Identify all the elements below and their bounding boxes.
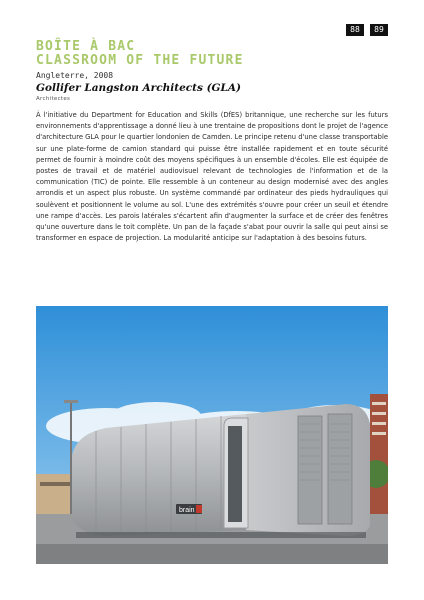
title-line-2: CLASSROOM OF THE FUTURE [36,53,244,68]
architect-role: Architectes [36,96,71,102]
page-numbers [346,24,388,36]
page-number-left: 88 [346,24,364,36]
architect-name: Gollifer Langston Architects (GLA) [36,82,242,94]
classroom-pod-illustration [36,306,388,564]
pod-sign-text: brain [179,507,195,514]
article-header [36,40,388,102]
title-line-1: BOÎTE À BAC [36,39,136,54]
pavement [36,544,388,564]
project-photo [36,306,388,564]
location-year: Angleterre, 2008 [36,71,114,80]
page-number-right: 89 [370,24,388,36]
body-paragraph: À l'initiative du Department for Education and Skills (DfES) britannique, une recherche sur les futurs environnements d'apprentissage a donné lieu à une trentaine de propositions dont le projet de l'agence d'architecture GLA pour le quartier londonien de Camden. Le principe retenu d'une classe transportable sur une plate-forme de camion standard qui puisse être installée rapidement et en toute sécurité permet de fournir à moindre coût des moyens spécifiques à un ensemble d'écoles. Elle est équipée de postes de travail et de matériel audiovisuel relevant de technologies de l'information et de la communication (TIC) de pointe. Elle ressemble à un conteneur au design modernisé avec des angles arrondis et un aspect plus robuste. Un système commandé par ordinateur des pieds hydrauliques qui soulèvent et positionnent le volume au sol. L'une des extrémités s'ouvre pour créer un seuil et étendre une rampe d'accès. Les parois latérales s'écartent afin d'augmenter la surface et de créer des fenêtres qu'une ouverture dans le toit complète. Un pan de la façade s'abat pour ouvrir la salle qui peut ainsi se transformer en espace de projection. La modularité anticipe sur l'adaptation à des besoins futurs. [36,111,388,243]
